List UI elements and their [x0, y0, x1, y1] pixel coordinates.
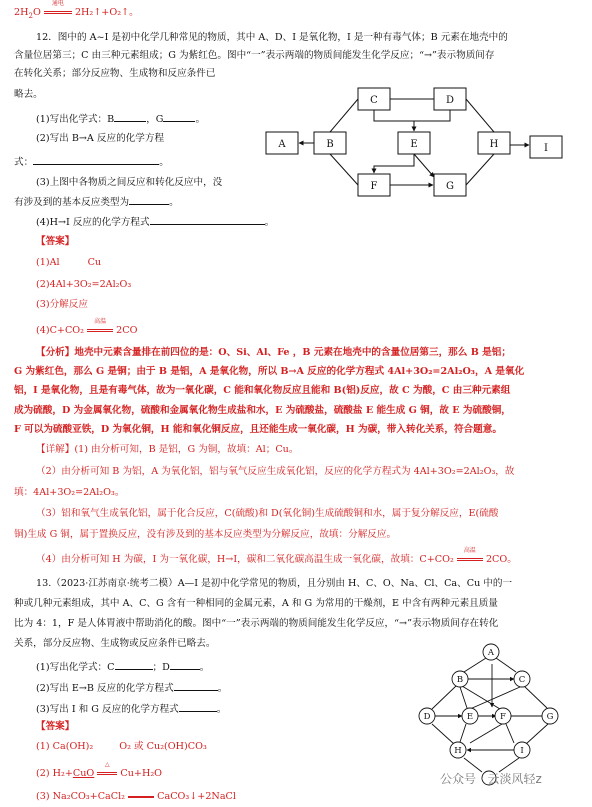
- q12-detail-3a: （3）铝和氧气生成氧化铝，属于化合反应，C(硫酸)和 D(氧化铜)生成硫酸铜和水，属于复分解反应，E(硫酸: [36, 508, 499, 519]
- node-H: H: [489, 139, 499, 150]
- node-E: E: [466, 712, 474, 722]
- node-A: A: [278, 139, 286, 150]
- top-equation: $2H_2O$ 通电 2H₂↑+O₂↑。: [14, 0, 139, 20]
- q12-analysis-line4: 成为硫酸，D 为金属氧化物，硫酸和金属氧化物生成盐和水，E 为硫酸盐，硫酸盐 E 能生成 G 铜，故 E 为硫酸铜，: [14, 405, 511, 416]
- eq-sign: △: [97, 767, 117, 781]
- q12-detail-3b: 铜)生成 G 铜，属于置换反应，没有涉及到的基本反应类型为分解反应，故填：分解反应。: [14, 529, 397, 540]
- q13-answer2: (2) H₂+CuO △ Cu+H₂O: [36, 761, 163, 779]
- eq-sign: [128, 796, 154, 798]
- node-I: I: [520, 746, 524, 756]
- q13-answer1: (1) Ca(OH)₂ O₂ 或 Cu₂(OH)CO₃: [36, 741, 207, 752]
- q12-answer3: (3)分解反应: [36, 299, 88, 310]
- node-I: I: [544, 143, 548, 154]
- q13-intro-line2: 种或几种元素组成，其中 A、C、G 含有一种相同的金属元素，A 和 G 为常用的干燥剂，E 中含有两种元素且质量: [14, 598, 498, 609]
- q12-detail-2b: 填：4Al+3O₂=2Al₂O₃。: [14, 487, 125, 498]
- q13-intro-line3: 比为 4：1，F 是人体胃液中帮助消化的酸。图中“一”表示两端的物质间能发生化学反应，“→”表示物质间存在转化: [14, 618, 499, 629]
- q13-part3: (3)写出 I 和 G 反应的化学方程式 。: [36, 701, 226, 717]
- q12-part2-line1: (2)写出 B→A 反应的化学方程: [36, 133, 165, 144]
- q13-reaction-diagram: [412, 638, 572, 786]
- node-D: D: [423, 712, 431, 722]
- eq-sign: 通电: [44, 6, 72, 20]
- q12-answer4: (4)C+CO₂ 高温 2CO: [36, 318, 138, 336]
- q12-detail-4: （4）由分析可知 H 为碳，I 为一氧化碳，H→I，碳和二氧化碳高温生成一氧化碳，故填：C+CO₂ 高温 2CO。: [36, 547, 517, 565]
- node-G: G: [446, 181, 454, 192]
- q12-reaction-diagram: [262, 84, 572, 202]
- node-C: C: [518, 675, 526, 685]
- eq-sign: 高温: [87, 324, 113, 338]
- q13-answer-label: 【答案】: [36, 721, 75, 732]
- q13-part1: (1)写出化学式：C ；D 。: [36, 659, 209, 675]
- q12-analysis-line2: G 为紫红色，那么 G 是铜；由于 B 是铝，A 是氧化物，所以 B→A 反应的化学方程式 4Al+3O₂=2Al₂O₃，A 是氧化: [14, 366, 525, 377]
- node-F: F: [370, 181, 378, 192]
- watermark: 公众号 · 云淡风轻z: [440, 772, 542, 786]
- node-C: C: [370, 95, 378, 106]
- q12-part4: (4)H→I 反应的化学方程式 。: [36, 214, 274, 230]
- node-F: F: [500, 712, 506, 722]
- q12-analysis-line5: F 可以为硫酸亚铁，D 为氧化铜，H 能和氧化铜反应，且还能生成一氧化碳，H 为碳，带入转化关系，符合题意。: [14, 424, 502, 435]
- node-G: G: [546, 712, 554, 722]
- node-B: B: [456, 675, 464, 685]
- q13-answer3: (3) Na₂CO₃+CaCl₂ CaCO₃↓+2NaCl: [36, 791, 236, 802]
- q12-intro-line3: 在转化关系；部分反应物、生成物和反应条件已: [14, 68, 216, 79]
- q12-answer-label: 【答案】: [36, 236, 75, 247]
- node-E: E: [410, 139, 418, 150]
- node-B: B: [326, 139, 334, 150]
- q12-detail-2a: （2）由分析可知 B 为铝，A 为氧化铝，铝与氧气反应生成氧化铝，反应的化学方程式为 4Al+3O₂=2Al₂O₃，故: [36, 466, 515, 477]
- node-H: H: [454, 746, 462, 756]
- q12-intro-line1: 12．图中的 A~I 是初中化学几种常见的物质，其中 A、D、I 是氧化物，I 是一种有毒气体；B 元素在地壳中的: [36, 32, 508, 43]
- q13-part2: (2)写出 E→B 反应的化学方程式 。: [36, 680, 227, 696]
- q12-part1: (1)写出化学式：B ，G 。: [36, 111, 205, 127]
- q12-detail-1: 【详解】(1) 由分析可知，B 是铝，G 为铜，故填：Al；Cu。: [36, 444, 299, 455]
- q13-intro-line1: 13.（2023·江苏南京·统考二模）A—I 是初中化学常见的物质，且分别由 H、C、O、Na、Cl、Ca、Cu 中的一: [36, 578, 513, 589]
- q12-intro-line4: 略去。: [14, 89, 43, 100]
- q12-part2-line2: 式： 。: [14, 154, 169, 170]
- q12-answer2: (2)4Al+3O₂=2Al₂O₃: [36, 279, 132, 290]
- q12-part3-line1: (3)上图中各物质之间反应和转化反应中，没: [36, 177, 223, 188]
- q13-intro-line4: 关系，部分反应物、生成物或反应条件已略去。: [14, 638, 216, 649]
- node-A: A: [487, 648, 495, 658]
- q12-analysis-line1: 【分析】地壳中元素含量排在前四位的是：O、Si、Al、Fe ，B 元素在地壳中的含量位居第三，那么 B 是铝；: [36, 347, 511, 358]
- q12-part3-line2: 有涉及到的基本反应类型为 。: [14, 194, 179, 210]
- eq-sign: 高温: [457, 553, 483, 567]
- node-D: D: [445, 95, 455, 106]
- q12-analysis-line3: 铝，I 是氧化物，且是有毒气体，故为一氧化碳，C 能和氧化物反应且能和 B(铝)反应，故 C 为酸，C 由三种元素组: [14, 385, 511, 396]
- q12-answer1: (1)Al Cu: [36, 257, 102, 268]
- q12-intro-line2: 含量位居第三；C 由三种元素组成；G 为紫红色。图中“一”表示两端的物质间能发生化学反应；“→”表示物质间存: [14, 50, 495, 61]
